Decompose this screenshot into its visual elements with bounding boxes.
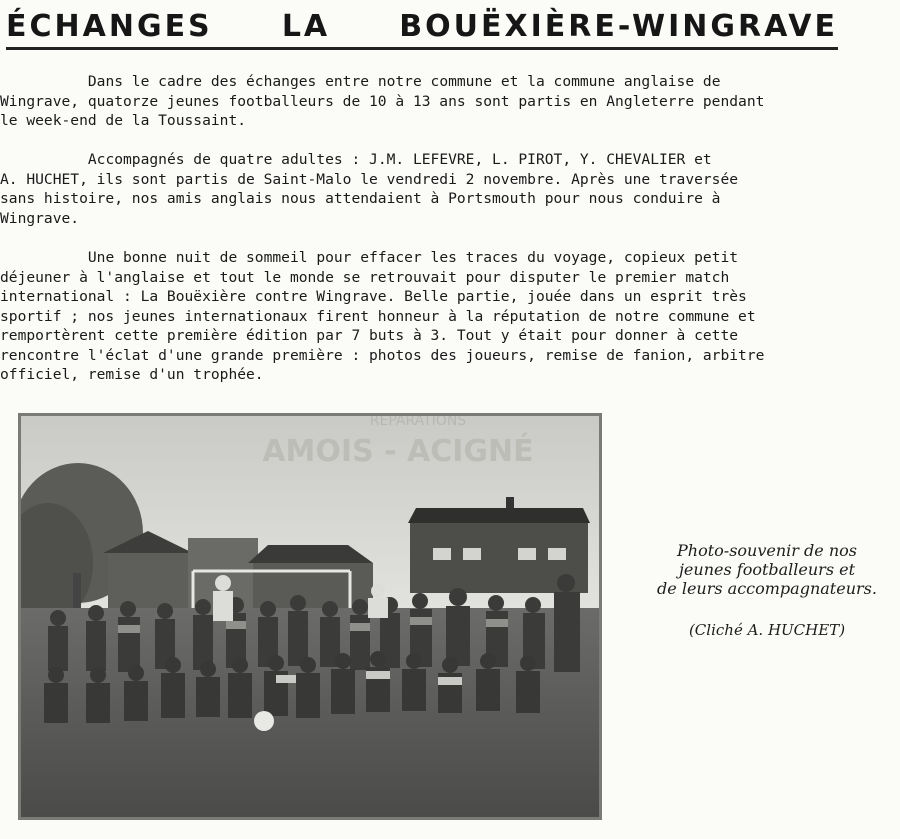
title-word-place: BOUËXIÈRE-WINGRAVE <box>399 9 838 44</box>
title-word-la: LA <box>281 9 331 44</box>
photo-caption <box>636 541 898 598</box>
team-photo <box>18 413 602 820</box>
showthrough-text-1: RÉPARATIONS <box>369 413 467 429</box>
showthrough-text-2: AMOIS - ACIGNÉ <box>262 434 534 469</box>
photo-credit: (Cliché A. HUCHET) <box>688 621 846 639</box>
paragraph-intro: Dans le cadre des échanges entre notre commune et la commune anglaise de Wingrave, quatorze jeunes footballeurs de 10 à 13 ans sont partis en Angleterre pendant le week-end de la Toussaint. <box>0 73 765 129</box>
caption-line-2: jeunes footballeurs et <box>678 560 856 579</box>
title-word-echanges: ÉCHANGES <box>6 9 213 44</box>
article-title <box>6 8 838 50</box>
house-center <box>248 545 373 608</box>
paragraph-match: Une bonne nuit de sommeil pour effacer les traces du voyage, copieux petit déjeuner à l'anglaise et tout le monde se retrouvait pour disputer le premier match international : La Bouëxière contre Wingrave. Belle partie, jouée dans un esprit très sportif ; nos jeunes internationaux firent honneur à la réputation de notre commune et remportèrent cette première édition par 7 buts à 3. Tout y était pour donner à cette rencontre l'éclat d'une grande première : photos des joueurs, remise de fanion, arbitre officiel, remise d'un trophée. <box>0 249 765 383</box>
caption-line-1: Photo-souvenir de nos <box>677 541 857 560</box>
paragraph-travel: Accompagnés de quatre adultes : J.M. LEFEVRE, L. PIROT, Y. CHEVALIER et A. HUCHET, ils sont partis de Saint-Malo le vendredi 2 novembre. Après une traversée sans histoire, nos amis anglais nous attendaient à Portsmouth pour nous conduire à Wingrave. <box>0 151 739 227</box>
football <box>254 711 274 731</box>
caption-line-3: de leurs accompagnateurs. <box>657 579 877 598</box>
